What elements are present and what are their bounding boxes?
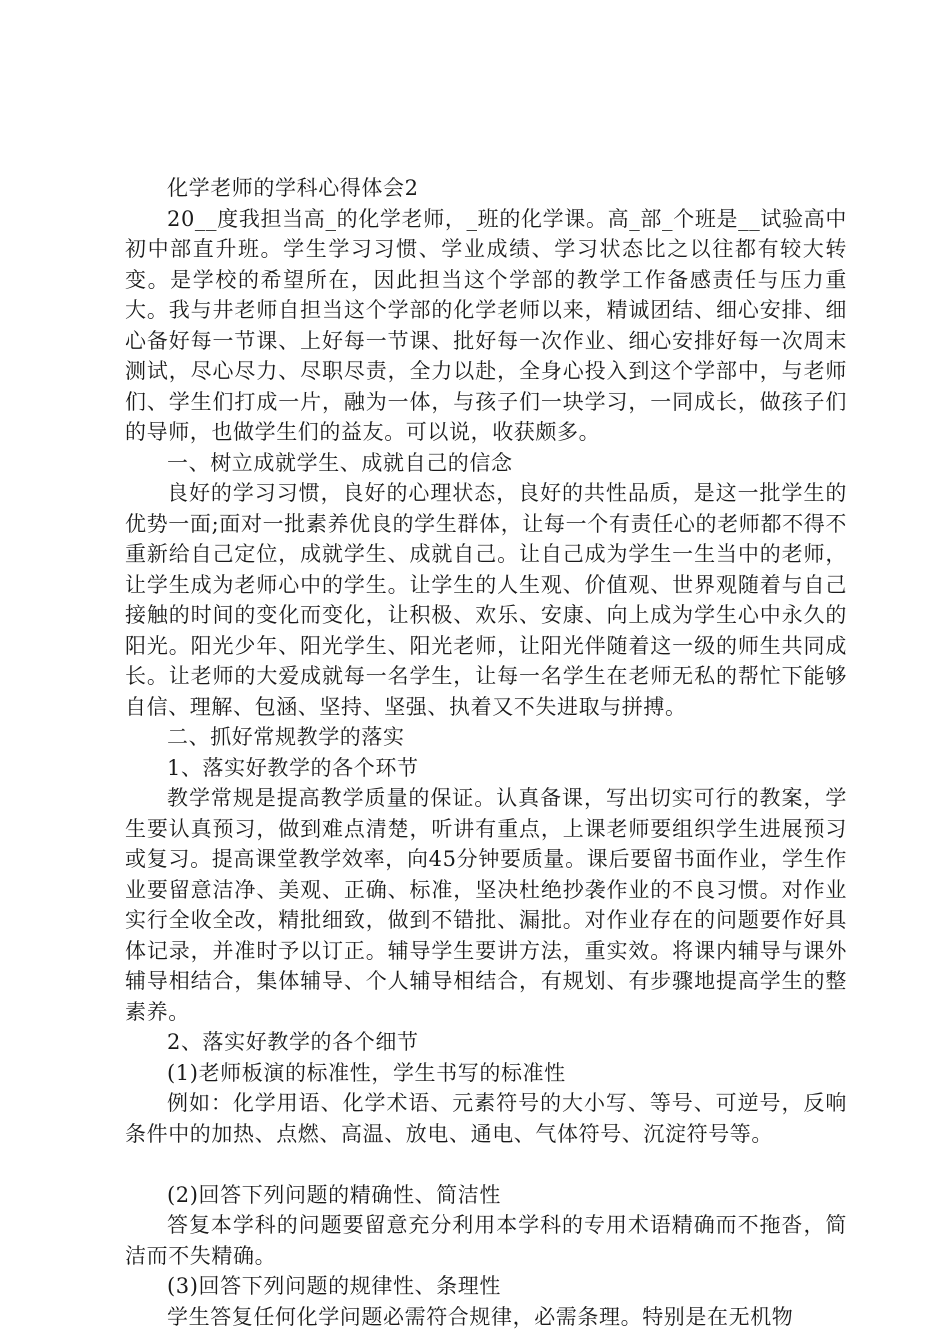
subsection-1-paragraph: 教学常规是提高教学质量的保证。认真备课，写出切实可行的教案，学生要认真预习，做到难点清楚，听讲有重点，上课老师要组织学生进展预习或复习。提高课堂教学效率，向45分钟要质量。课后要留书面作业，学生作业要留意洁净、美观、正确、标准，坚决杜绝抄袭作业的不良习惯。对作业实行全收全改，精批细致，做到不错批、漏批。对作业存在的问题要作好具体记录，并准时予以订正。辅导学生要讲方法，重实效。将课内辅导与课外辅导相结合，集体辅导、个人辅导相结合，有规划、有步骤地提高学生的整素养。 — [125, 786, 847, 1024]
document-page — [125, 173, 847, 1332]
subsection-heading-2: 2、落实好教学的各个细节 — [167, 1030, 419, 1054]
item-heading-3: (3)回答下列问题的规律性、条理性 — [167, 1274, 501, 1298]
item-2-paragraph: 答复本学科的问题要留意充分利用本学科的专用术语精确而不拖沓，简洁而不失精确。 — [125, 1213, 847, 1268]
item-1-paragraph: 例如：化学用语、化学术语、元素符号的大小写、等号、可逆号，反响条件中的加热、点燃、高温、放电、通电、气体符号、沉淀符号等。 — [125, 1091, 847, 1146]
item-3-paragraph: 学生答复任何化学问题必需符合规律，必需条理。特别是在无机物 — [167, 1304, 794, 1329]
blank-line — [125, 1149, 847, 1180]
item-heading-2: (2)回答下列问题的精确性、简洁性 — [167, 1182, 501, 1207]
document-title: 化学老师的学科心得体会2 — [167, 176, 419, 200]
item-heading-1: (1)老师板演的标准性，学生书写的标准性 — [167, 1060, 566, 1085]
section-heading-1: 一、树立成就学生、成就自己的信念 — [167, 450, 513, 475]
intro-paragraph: 20__度我担当高_的化学老师，_班的化学课。高_部_个班是__试验高中初中部直升班。学生学习习惯、学业成绩、学习状态比之以往都有较大转变。是学校的希望所在，因此担当这个学部的教学工作备感责任与压力重大。我与井老师自担当这个学部的化学老师以来，精诚团结、细心安排、细心备好每一节课、上好每一节课、批好每一次作业、细心安排好每一次周末测试，尽心尽力、尽职尽责，全力以赴，全身心投入到这个学部中，与老师们、学生们打成一片，融为一体，与孩子们一块学习，一同成长，做孩子们的导师，也做学生们的益友。可以说，收获颇多。 — [125, 206, 847, 444]
section-1-paragraph: 良好的学习习惯，良好的心理状态，良好的共性品质，是这一批学生的优势一面;面对一批素养优良的学生群体，让每一个有责任心的老师都不得不重新给自己定位，成就学生、成就自己。让自己成为学生一生当中的老师，让学生成为老师心中的学生。让学生的人生观、价值观、世界观随着与自己接触的时间的变化而变化，让积极、欢乐、安康、向上成为学生心中永久的阳光。阳光少年、阳光学生、阳光老师，让阳光伴随着这一级的师生共同成长。让老师的大爱成就每一名学生，让每一名学生在老师无私的帮忙下能够自信、理解、包涵、坚持、坚强、执着又不失进取与拼搏。 — [125, 481, 847, 719]
section-heading-2: 二、抓好常规教学的落实 — [167, 725, 405, 749]
subsection-heading-1: 1、落实好教学的各个环节 — [167, 755, 419, 780]
